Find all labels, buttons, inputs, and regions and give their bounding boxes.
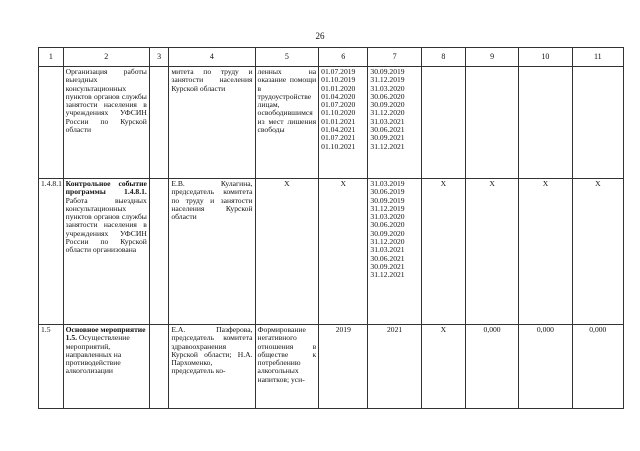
date: 01.10.2019 [321, 75, 356, 85]
table-row [39, 67, 624, 179]
row3-activity [63, 325, 149, 409]
date: 01.04.2020 [321, 91, 356, 101]
main-activity-text: Осуществление мероприятий, направленных на противодействие алкоголизации [65, 333, 130, 376]
header-cell: 7 [368, 48, 421, 67]
date: 30.09.2021 [370, 261, 405, 271]
header-cell: 9 [465, 48, 518, 67]
header-cell: 8 [421, 48, 465, 67]
date: 30.09.2019 [370, 195, 405, 205]
row3-col3 [149, 325, 169, 409]
row2-col9: X [465, 179, 518, 325]
date: 31.03.2019 [370, 179, 405, 188]
row1-responsible: митета по труду и занятости населения Курской области [169, 67, 255, 179]
row2-col10: X [519, 179, 572, 325]
date: 30.06.2020 [370, 91, 405, 101]
row1-col8 [421, 67, 465, 179]
table-header-row [39, 48, 624, 67]
row3-col11: 0,000 [572, 325, 623, 409]
date: 30.06.2021 [370, 253, 405, 263]
date: 31.12.2020 [370, 108, 405, 118]
date: 01.04.2021 [321, 125, 356, 135]
program-table [38, 47, 624, 409]
date: 01.10.2021 [321, 141, 356, 151]
row3-result: Формирование негативного отношения в обществе к потреблению алкогольных напитков; уси- [255, 325, 319, 409]
header-cell: 2 [63, 48, 149, 67]
header-cell: 6 [319, 48, 368, 67]
date: 31.12.2021 [370, 141, 405, 151]
row1-activity: Организация работы выездных консультационных пунктов органов службы занятости населения в учреждениях УФСИН России по Курской области [63, 67, 149, 179]
row3-number: 1.5 [39, 325, 64, 409]
row2-end-dates [368, 179, 421, 325]
header-cell: 11 [572, 48, 623, 67]
row1-end-dates [368, 67, 421, 179]
row2-result: X [255, 179, 319, 325]
date: 30.06.2021 [370, 125, 405, 135]
row2-col11: X [572, 179, 623, 325]
table-row [39, 325, 624, 409]
page-number: 26 [315, 31, 325, 41]
date: 31.12.2021 [370, 270, 405, 280]
row2-activity [63, 179, 149, 325]
date: 30.06.2019 [370, 187, 405, 197]
date: 31.12.2019 [370, 203, 405, 213]
date: 31.12.2019 [370, 75, 405, 85]
row1-col11 [572, 67, 623, 179]
header-cell: 4 [169, 48, 255, 67]
date: 30.09.2020 [370, 100, 405, 110]
control-event-text: Работа выездных консультационных пунктов органов службы занятости населения в учреждениях УФСИН России по Курской области организована [65, 195, 147, 255]
row1-col10 [519, 67, 572, 179]
row3-col8: X [421, 325, 465, 409]
date: 30.09.2020 [370, 228, 405, 238]
header-cell: 3 [149, 48, 169, 67]
date: 01.01.2020 [321, 83, 356, 93]
date: 01.07.2019 [321, 67, 356, 76]
row1-result: ленных на оказание помощи в трудоустройстве лицам, освободившимся из мест лишения свободы [255, 67, 319, 179]
date: 30.09.2021 [370, 133, 405, 143]
date: 31.03.2021 [370, 116, 405, 126]
date: 01.07.2021 [321, 133, 356, 143]
main-activity-title: Основное мероприятие 1.5. [65, 325, 146, 343]
date: 01.07.2020 [321, 100, 356, 110]
row3-end: 2021 [368, 325, 421, 409]
date: 30.09.2019 [370, 67, 405, 76]
date: 01.10.2020 [321, 108, 356, 118]
row2-col8: X [421, 179, 465, 325]
date: 31.03.2020 [370, 212, 405, 222]
date: 31.03.2020 [370, 83, 405, 93]
header-cell: 10 [519, 48, 572, 67]
date: 01.01.2021 [321, 116, 356, 126]
row3-start: 2019 [319, 325, 368, 409]
row3-col9: 0,000 [465, 325, 518, 409]
row1-col3 [149, 67, 169, 179]
header-cell: 1 [39, 48, 64, 67]
table-row [39, 179, 624, 325]
row2-responsible: Е.В. Кулагина, председатель комитета по труду и занятости населения Курской области [169, 179, 255, 325]
row2-start: X [319, 179, 368, 325]
row2-number: 1.4.8.1 [39, 179, 64, 325]
row3-col10: 0,000 [519, 325, 572, 409]
row1-start-dates [319, 67, 368, 179]
header-cell: 5 [255, 48, 319, 67]
control-event-title: Контрольное событие программы 1.4.8.1. [65, 179, 147, 197]
row3-responsible: Е.А. Пазферова, председатель комитета здравоохранения Курской области; Н.А. Пархоменко, председатель ко- [169, 325, 255, 409]
date: 31.12.2020 [370, 237, 405, 247]
date: 31.03.2021 [370, 245, 405, 255]
row1-number [39, 67, 64, 179]
row1-col9 [465, 67, 518, 179]
row2-col3 [149, 179, 169, 325]
date: 30.06.2020 [370, 220, 405, 230]
